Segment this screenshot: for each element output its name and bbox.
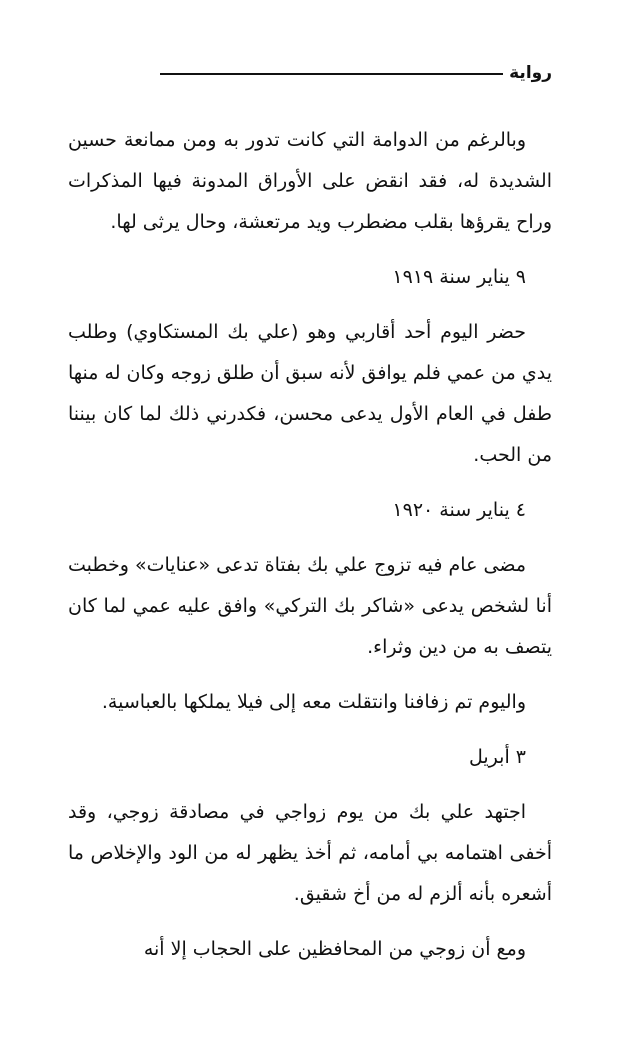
paragraph: مضى عام فيه تزوج علي بك بفتاة تدعى «عنايات» وخطبت أنا لشخص يدعى «شاكر بك التركي» وافق عليه عمي لما كان يتصف به من دين وثراء. <box>68 554 552 658</box>
paragraph: وبالرغم من الدوامة التي كانت تدور به ومن ممانعة حسين الشديدة له، فقد انقض على الأوراق المدونة فيها المذكرات وراح يقرؤها بقلب مضطرب ويد مرتعشة، وحال يرثى لها. <box>68 129 552 233</box>
header-title: رواية <box>509 63 552 83</box>
paragraph: حضر اليوم أحد أقاربي وهو (علي بك المستكاوي) وطلب يدي من عمي فلم يوافق لأنه سبق أن طلق زوجه وكان له منها طفل في العام الأول يدعى محسن، فكدرني ذلك لما كان بيننا من الحب. <box>68 321 552 466</box>
paragraph: واليوم تم زفافنا وانتقلت معه إلى فيلا يملكها بالعباسية. <box>101 691 526 713</box>
paragraph: اجتهد علي بك من يوم زواجي في مصادقة زوجي، وقد أخفى اهتمامه بي أمامه، ثم أخذ يظهر له من الود والإخلاص ما أشعره بأنه ألزم له من أخ شقيق. <box>68 801 552 905</box>
header-rule <box>160 73 503 75</box>
diary-date: ٤ يناير سنة ١٩٢٠ <box>392 499 526 521</box>
paragraph: ومع أن زوجي من المحافظين على الحجاب إلا أنه <box>143 938 526 960</box>
page-body <box>68 120 552 984</box>
diary-date: ٣ أبريل <box>469 746 526 768</box>
running-header <box>160 58 552 88</box>
diary-date: ٩ يناير سنة ١٩١٩ <box>392 266 526 288</box>
